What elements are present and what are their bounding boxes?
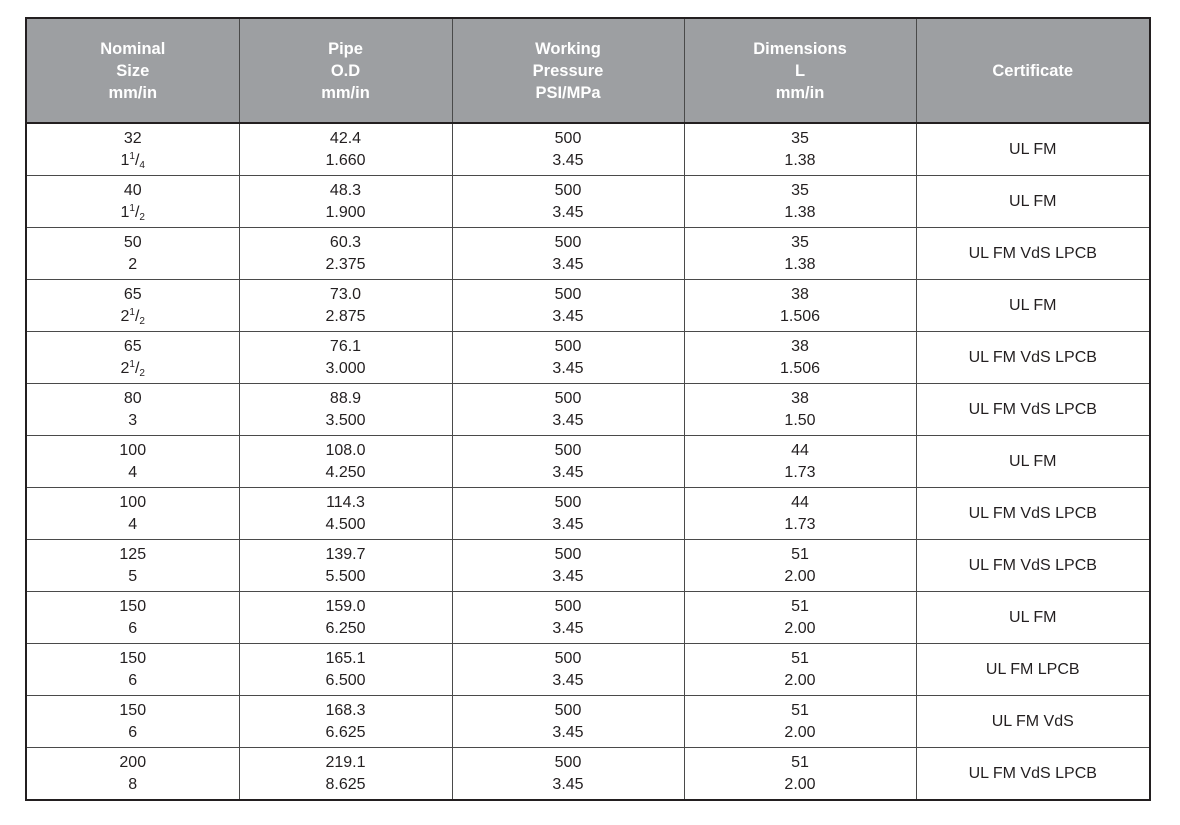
header-row bbox=[26, 18, 1150, 123]
table-row bbox=[26, 123, 1150, 176]
cell-pipe-od-mm: 219.1 bbox=[325, 753, 366, 771]
cell-pipe-od-mm: 48.3 bbox=[329, 181, 362, 199]
header-line: mm/in bbox=[321, 83, 370, 102]
nominal-size-mm: 125 bbox=[119, 545, 147, 563]
fraction-numerator: 1 bbox=[129, 306, 135, 318]
fraction-denominator: 4 bbox=[139, 159, 145, 171]
cell-dimension-l-mm: 38 bbox=[791, 337, 809, 355]
cell-certificate: UL FM VdS LPCB bbox=[916, 748, 1150, 801]
nominal-size-in bbox=[27, 566, 239, 588]
cell-nominal-size bbox=[26, 540, 239, 592]
cell-dimension-l bbox=[684, 696, 916, 748]
nominal-size-whole: 1 bbox=[120, 151, 130, 169]
nominal-size-mm: 100 bbox=[119, 493, 147, 511]
nominal-size-mm: 65 bbox=[123, 285, 142, 303]
cell-working-pressure-in: 3.45 bbox=[552, 515, 584, 533]
table-row bbox=[26, 332, 1150, 384]
cell-pipe-od-mm: 88.9 bbox=[329, 389, 362, 407]
nominal-size-in bbox=[27, 410, 239, 432]
cell-pipe-od-mm: 168.3 bbox=[325, 701, 366, 719]
nominal-size-in bbox=[27, 722, 239, 744]
nominal-size-in bbox=[27, 618, 239, 640]
cell-dimension-l-mm: 44 bbox=[791, 441, 809, 459]
cell-dimension-l bbox=[684, 540, 916, 592]
cell-pipe-od-mm: 114.3 bbox=[326, 493, 365, 511]
cell-pipe-od-mm: 42.4 bbox=[329, 129, 362, 147]
cell-working-pressure bbox=[452, 123, 684, 176]
nominal-size-whole: 4 bbox=[128, 463, 138, 481]
cell-working-pressure-mm: 500 bbox=[554, 753, 582, 771]
nominal-size-mm: 150 bbox=[119, 597, 147, 615]
nominal-size-mm: 80 bbox=[123, 389, 142, 407]
cell-pipe-od-in: 8.625 bbox=[325, 775, 366, 793]
cell-working-pressure-mm: 500 bbox=[554, 597, 582, 615]
fraction-denominator: 2 bbox=[139, 315, 145, 327]
cell-certificate: UL FM LPCB bbox=[916, 644, 1150, 696]
cell-certificate: UL FM VdS bbox=[916, 696, 1150, 748]
header-line: Size bbox=[116, 61, 150, 80]
nominal-size-whole: 3 bbox=[128, 411, 138, 429]
cell-working-pressure-mm: 500 bbox=[554, 129, 582, 147]
nominal-size-whole: 8 bbox=[128, 775, 138, 793]
cell-pipe-od-mm: 159.0 bbox=[325, 597, 366, 615]
cell-pipe-od bbox=[239, 332, 452, 384]
cell-working-pressure-in: 3.45 bbox=[552, 307, 584, 325]
cell-dimension-l-in: 1.506 bbox=[779, 307, 821, 325]
cell-working-pressure bbox=[452, 228, 684, 280]
cell-dimension-l bbox=[684, 644, 916, 696]
cell-pipe-od bbox=[239, 280, 452, 332]
cell-working-pressure-in: 3.45 bbox=[552, 151, 584, 169]
table-row bbox=[26, 592, 1150, 644]
nominal-size-in bbox=[27, 254, 239, 276]
cell-working-pressure bbox=[452, 540, 684, 592]
cell-nominal-size bbox=[26, 176, 239, 228]
fraction-denominator: 2 bbox=[139, 367, 145, 379]
cell-certificate: UL FM bbox=[916, 280, 1150, 332]
table-body bbox=[26, 123, 1150, 800]
cell-certificate: UL FM bbox=[916, 123, 1150, 176]
nominal-size-mm: 50 bbox=[123, 233, 142, 251]
nominal-size-in bbox=[27, 150, 239, 172]
cell-pipe-od bbox=[239, 176, 452, 228]
nominal-size-in bbox=[27, 202, 239, 224]
cell-dimension-l-mm: 44 bbox=[791, 493, 809, 511]
cell-certificate: UL FM VdS LPCB bbox=[916, 540, 1150, 592]
cell-dimension-l-in: 2.00 bbox=[784, 567, 816, 585]
cell-pipe-od bbox=[239, 384, 452, 436]
cell-certificate: UL FM VdS LPCB bbox=[916, 228, 1150, 280]
fraction-slash: / bbox=[134, 151, 140, 169]
cell-dimension-l-in: 1.38 bbox=[784, 203, 816, 221]
cell-dimension-l bbox=[684, 280, 916, 332]
fraction-slash: / bbox=[134, 203, 140, 221]
fraction-numerator: 1 bbox=[129, 358, 135, 370]
table-row bbox=[26, 176, 1150, 228]
cell-dimension-l-mm: 38 bbox=[791, 389, 809, 407]
header-line: Pipe bbox=[328, 39, 363, 58]
cell-dimension-l bbox=[684, 384, 916, 436]
cell-working-pressure-in: 3.45 bbox=[552, 463, 584, 481]
cell-working-pressure bbox=[452, 696, 684, 748]
cell-dimension-l bbox=[684, 123, 916, 176]
cell-nominal-size bbox=[26, 384, 239, 436]
cell-pipe-od bbox=[239, 228, 452, 280]
cell-nominal-size bbox=[26, 748, 239, 801]
table-row bbox=[26, 436, 1150, 488]
cell-working-pressure-mm: 500 bbox=[554, 337, 582, 355]
cell-working-pressure-mm: 500 bbox=[554, 441, 582, 459]
header-line: mm/in bbox=[775, 83, 825, 102]
cell-working-pressure bbox=[452, 176, 684, 228]
cell-certificate: UL FM VdS LPCB bbox=[916, 332, 1150, 384]
header-line: O.D bbox=[330, 61, 361, 80]
cell-pipe-od-mm: 60.3 bbox=[329, 233, 362, 251]
cell-working-pressure-in: 3.45 bbox=[552, 255, 584, 273]
fraction-numerator: 1 bbox=[129, 202, 135, 214]
cell-working-pressure-mm: 500 bbox=[554, 649, 582, 667]
cell-pipe-od-in: 4.500 bbox=[325, 515, 366, 533]
cell-nominal-size bbox=[26, 488, 239, 540]
nominal-size-mm: 150 bbox=[119, 649, 147, 667]
cell-pipe-od-in: 1.660 bbox=[325, 151, 366, 169]
cell-pipe-od-in: 6.500 bbox=[325, 671, 366, 689]
cell-working-pressure-mm: 500 bbox=[554, 545, 582, 563]
header-line: Dimensions bbox=[753, 39, 847, 58]
cell-working-pressure bbox=[452, 280, 684, 332]
cell-pipe-od-in: 2.875 bbox=[325, 307, 366, 325]
cell-pipe-od-in: 3.000 bbox=[325, 359, 366, 377]
cell-nominal-size bbox=[26, 123, 239, 176]
header-line: PSI/MPa bbox=[535, 83, 601, 102]
cell-pipe-od-in: 5.500 bbox=[325, 567, 366, 585]
nominal-size-whole: 4 bbox=[128, 515, 138, 533]
cell-dimension-l-in: 1.506 bbox=[779, 359, 821, 377]
cell-certificate: UL FM VdS LPCB bbox=[916, 488, 1150, 540]
cell-dimension-l-mm: 35 bbox=[791, 181, 809, 199]
table-row bbox=[26, 644, 1150, 696]
cell-certificate: UL FM bbox=[916, 436, 1150, 488]
nominal-size-whole: 6 bbox=[128, 723, 138, 741]
nominal-size-whole: 1 bbox=[120, 203, 130, 221]
header-line: mm/in bbox=[108, 83, 158, 102]
header-dimensions-l bbox=[684, 18, 916, 123]
cell-pipe-od-mm: 76.1 bbox=[329, 337, 362, 355]
cell-working-pressure bbox=[452, 644, 684, 696]
table-row bbox=[26, 748, 1150, 801]
cell-working-pressure bbox=[452, 592, 684, 644]
cell-working-pressure-in: 3.45 bbox=[552, 723, 584, 741]
fraction-slash: / bbox=[134, 307, 140, 325]
cell-pipe-od-in: 1.900 bbox=[325, 203, 366, 221]
cell-certificate: UL FM VdS LPCB bbox=[916, 384, 1150, 436]
table-row bbox=[26, 540, 1150, 592]
header-line: L bbox=[794, 61, 806, 80]
nominal-size-whole: 2 bbox=[120, 359, 130, 377]
nominal-size-mm: 40 bbox=[123, 181, 142, 199]
cell-working-pressure-in: 3.45 bbox=[552, 567, 584, 585]
cell-pipe-od-mm: 165.1 bbox=[325, 649, 366, 667]
header-nominal-size bbox=[26, 18, 239, 123]
header-certificate bbox=[916, 18, 1150, 123]
cell-nominal-size bbox=[26, 332, 239, 384]
cell-dimension-l-mm: 35 bbox=[791, 233, 809, 251]
cell-working-pressure-in: 3.45 bbox=[552, 671, 584, 689]
header-line: Certificate bbox=[992, 61, 1074, 80]
cell-pipe-od bbox=[239, 436, 452, 488]
nominal-size-in bbox=[27, 774, 239, 796]
cell-pipe-od-in: 3.500 bbox=[325, 411, 366, 429]
cell-working-pressure bbox=[452, 748, 684, 801]
cell-working-pressure-mm: 500 bbox=[554, 701, 582, 719]
cell-dimension-l bbox=[684, 332, 916, 384]
cell-nominal-size bbox=[26, 592, 239, 644]
cell-pipe-od-in: 4.250 bbox=[325, 463, 366, 481]
fraction-numerator: 1 bbox=[129, 150, 135, 162]
nominal-size-mm: 32 bbox=[123, 129, 142, 147]
cell-dimension-l-mm: 51 bbox=[791, 545, 809, 563]
nominal-size-whole: 2 bbox=[128, 255, 138, 273]
cell-dimension-l-mm: 51 bbox=[791, 701, 809, 719]
cell-working-pressure-in: 3.45 bbox=[552, 203, 584, 221]
cell-pipe-od bbox=[239, 748, 452, 801]
cell-working-pressure-in: 3.45 bbox=[552, 411, 584, 429]
table-row bbox=[26, 488, 1150, 540]
cell-nominal-size bbox=[26, 696, 239, 748]
cell-dimension-l-in: 2.00 bbox=[784, 723, 816, 741]
fraction-denominator: 2 bbox=[139, 211, 145, 223]
cell-working-pressure-in: 3.45 bbox=[552, 619, 584, 637]
cell-working-pressure-in: 3.45 bbox=[552, 359, 584, 377]
nominal-size-whole: 2 bbox=[120, 307, 130, 325]
cell-working-pressure bbox=[452, 488, 684, 540]
nominal-size-in bbox=[27, 306, 239, 328]
nominal-size-in bbox=[27, 514, 239, 536]
cell-dimension-l-in: 1.38 bbox=[784, 151, 816, 169]
cell-dimension-l-in: 2.00 bbox=[784, 671, 816, 689]
cell-pipe-od bbox=[239, 592, 452, 644]
table-row bbox=[26, 228, 1150, 280]
header-line: Nominal bbox=[100, 39, 166, 58]
table-row bbox=[26, 696, 1150, 748]
cell-dimension-l-in: 2.00 bbox=[784, 775, 816, 793]
cell-nominal-size bbox=[26, 644, 239, 696]
cell-working-pressure bbox=[452, 332, 684, 384]
cell-dimension-l bbox=[684, 176, 916, 228]
cell-dimension-l-mm: 51 bbox=[791, 753, 809, 771]
cell-working-pressure bbox=[452, 436, 684, 488]
specification-table bbox=[25, 17, 1151, 801]
cell-dimension-l bbox=[684, 488, 916, 540]
cell-pipe-od-mm: 139.7 bbox=[325, 545, 366, 563]
nominal-size-mm: 65 bbox=[123, 337, 142, 355]
cell-dimension-l-in: 1.38 bbox=[784, 255, 816, 273]
cell-pipe-od-in: 2.375 bbox=[325, 255, 366, 273]
cell-working-pressure-mm: 500 bbox=[554, 285, 582, 303]
cell-working-pressure-mm: 500 bbox=[554, 389, 582, 407]
cell-dimension-l-mm: 51 bbox=[791, 649, 809, 667]
nominal-size-whole: 6 bbox=[128, 671, 138, 689]
cell-pipe-od-mm: 73.0 bbox=[329, 285, 362, 303]
cell-dimension-l-in: 1.73 bbox=[784, 463, 816, 481]
cell-dimension-l-in: 2.00 bbox=[784, 619, 816, 637]
header-line: Pressure bbox=[532, 61, 604, 80]
header-working-pressure bbox=[452, 18, 684, 123]
nominal-size-in bbox=[27, 670, 239, 692]
nominal-size-mm: 200 bbox=[119, 753, 147, 771]
fraction-slash: / bbox=[134, 359, 140, 377]
cell-pipe-od bbox=[239, 696, 452, 748]
cell-pipe-od bbox=[239, 123, 452, 176]
nominal-size-whole: 5 bbox=[128, 567, 138, 585]
cell-pipe-od bbox=[239, 644, 452, 696]
table-row bbox=[26, 384, 1150, 436]
table-row bbox=[26, 280, 1150, 332]
cell-pipe-od bbox=[239, 488, 452, 540]
cell-dimension-l-mm: 38 bbox=[791, 285, 809, 303]
cell-nominal-size bbox=[26, 280, 239, 332]
cell-working-pressure bbox=[452, 384, 684, 436]
cell-dimension-l bbox=[684, 436, 916, 488]
cell-pipe-od-in: 6.250 bbox=[325, 619, 366, 637]
cell-pipe-od bbox=[239, 540, 452, 592]
cell-working-pressure-mm: 500 bbox=[554, 233, 582, 251]
cell-dimension-l-mm: 35 bbox=[791, 129, 809, 147]
cell-certificate: UL FM bbox=[916, 176, 1150, 228]
header-pipe-od bbox=[239, 18, 452, 123]
nominal-size-whole: 6 bbox=[128, 619, 138, 637]
nominal-size-in bbox=[27, 462, 239, 484]
nominal-size-mm: 100 bbox=[119, 441, 147, 459]
cell-dimension-l bbox=[684, 228, 916, 280]
cell-working-pressure-mm: 500 bbox=[554, 181, 582, 199]
cell-nominal-size bbox=[26, 228, 239, 280]
cell-dimension-l-in: 1.50 bbox=[784, 411, 816, 429]
table-header bbox=[26, 18, 1150, 123]
cell-nominal-size bbox=[26, 436, 239, 488]
cell-certificate: UL FM bbox=[916, 592, 1150, 644]
nominal-size-in bbox=[27, 358, 239, 380]
cell-dimension-l bbox=[684, 748, 916, 801]
cell-dimension-l bbox=[684, 592, 916, 644]
cell-pipe-od-in: 6.625 bbox=[325, 723, 366, 741]
cell-working-pressure-mm: 500 bbox=[554, 493, 582, 511]
nominal-size-mm: 150 bbox=[119, 701, 147, 719]
cell-pipe-od-mm: 108.0 bbox=[325, 441, 366, 459]
cell-working-pressure-in: 3.45 bbox=[552, 775, 584, 793]
header-line: Working bbox=[535, 39, 601, 58]
cell-dimension-l-in: 1.73 bbox=[784, 515, 816, 533]
cell-dimension-l-mm: 51 bbox=[791, 597, 809, 615]
